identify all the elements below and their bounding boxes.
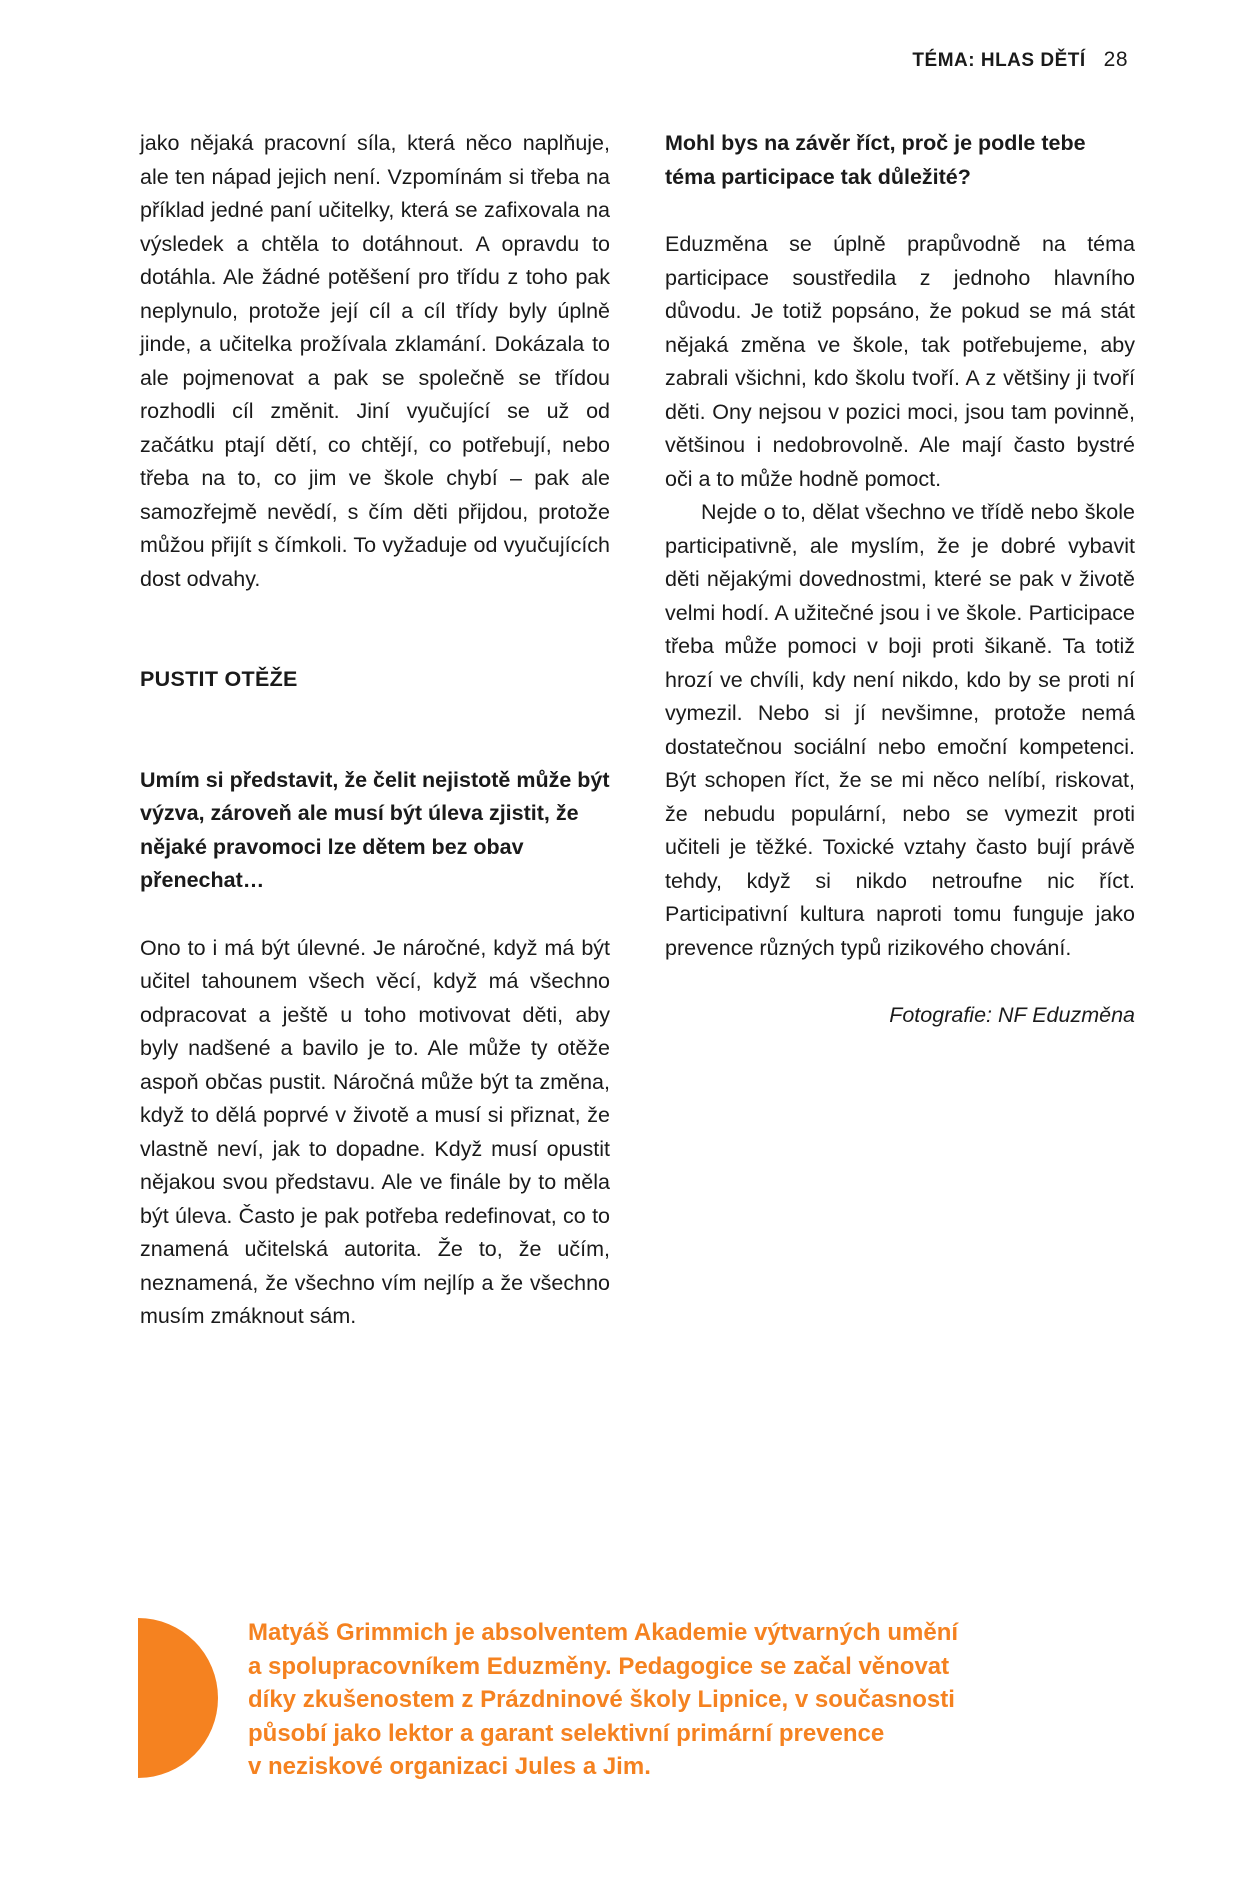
bio-line: Matyáš Grimmich je absolventem Akademie výtvarných umění bbox=[248, 1619, 959, 1646]
half-circle-decoration bbox=[138, 1618, 218, 1778]
bio-line: působí jako lektor a garant selektivní primární prevence bbox=[248, 1719, 885, 1747]
interview-answer: Ono to i má být úlevné. Je náročné, když má být učitel tahounem všech věcí, když má všechno odpracovat a ještě u toho motivovat děti, aby byly nadšené a bavilo je to. Ale může ty otěže aspoň občas pustit. Náročná může být ta změna, když to dělá poprvé v životě a musí si přiznat, že vlastně neví, jak to dopadne. Když musí opustit nějakou svou představu. Ale ve finále by to měla být úleva. Často je pak potřeba redefinovat, co to znamená učitelská autorita. Že to, že učím, neznamená, že všechno vím nejlíp a že všechno musím zmáknout sám. bbox=[140, 935, 610, 1328]
intro-paragraph: jako nějaká pracovní síla, která něco naplňuje, ale ten nápad jejich není. Vzpomínám si třeba na příklad jedné paní učitelky, která se zafixovala na výsledek a chtěla to dotáhnout. A opravdu to dotáhla. Ale žádné potěšení pro třídu z toho pak neplynulo, protože její cíl a cíl třídy byly úplně jinde, a učitelka prožívala zklamání. Dokázala to ale pojmenovat a pak se společně se třídou rozhodli cíl změnit. Jiní vyučující se už od začátku ptají dětí, co chtějí, co potřebují, nebo třeba na to, co jim ve škole chybí – pak ale samozřejmě nevědí, s čím děti přijdou, protože můžou přijít s čímkoli. To vyžaduje od vyučujících dost odvahy. bbox=[140, 131, 610, 591]
bio-line: díky zkušenostem z Prázdninové školy Lipnice, v současnosti bbox=[248, 1686, 955, 1713]
page-number: 28 bbox=[1103, 48, 1128, 71]
section-title: TÉMA: HLAS DĚTÍ bbox=[912, 50, 1086, 71]
photo-credit: Fotografie: NF Eduzměna bbox=[889, 1003, 1135, 1027]
running-header bbox=[912, 48, 1128, 72]
bio-line: v neziskové organizaci Jules a Jim. bbox=[248, 1753, 651, 1780]
interview-answer: Eduzměna se úplně prapůvodně na téma participace soustředila z jednoho hlavního důvodu. Je totiž popsáno, že pokud se má stát nějaká změna ve škole, tak potřebujeme, aby zabrali všichni, kdo školu tvoří. A z většiny ji tvoří děti. Ony nejsou v pozici moci, jsou tam povinně, většinou i nedobrovolně. Ale mají často bystré oči a to může hodně pomoct. bbox=[665, 232, 1135, 491]
left-column bbox=[140, 127, 610, 1334]
interview-question: Umím si představit, že čelit nejistotě může být výzva, zároveň ale musí být úleva zjistit, že nějaké pravomoci lze dětem bez obav přenechat… bbox=[140, 767, 610, 892]
interview-question: Mohl bys na závěr říct, proč je podle tebe téma participace tak důležité? bbox=[665, 131, 1086, 189]
right-column bbox=[665, 127, 1135, 1033]
author-bio bbox=[248, 1616, 1048, 1784]
bio-line: a spolupracovníkem Eduzměny. Pedagogice se začal věnovat bbox=[248, 1652, 950, 1680]
section-heading: PUSTIT OTĚŽE bbox=[140, 667, 298, 691]
interview-answer: Nejde o to, dělat všechno ve třídě nebo škole participativně, ale myslím, že je dobré vybavit děti nějakými dovednostmi, které se pak v životě velmi hodí. A užitečné jsou i ve škole. Participace třeba může pomoci v boji proti šikaně. Ta totiž hrozí ve chvíli, kdy není nikdo, kdo by se proti ní vymezil. Nebo si jí nevšimne, protože nemá dostatečnou sociální nebo emoční kompetenci. Být schopen říct, že se mi něco nelíbí, riskovat, že nebudu populární, nebo se vymezit proti učiteli je těžké. Toxické vztahy často bují právě tehdy, když si nikdo netroufne nic říct. Participativní kultura naproti tomu funguje jako prevence různých typů rizikového chování. bbox=[665, 500, 1135, 960]
